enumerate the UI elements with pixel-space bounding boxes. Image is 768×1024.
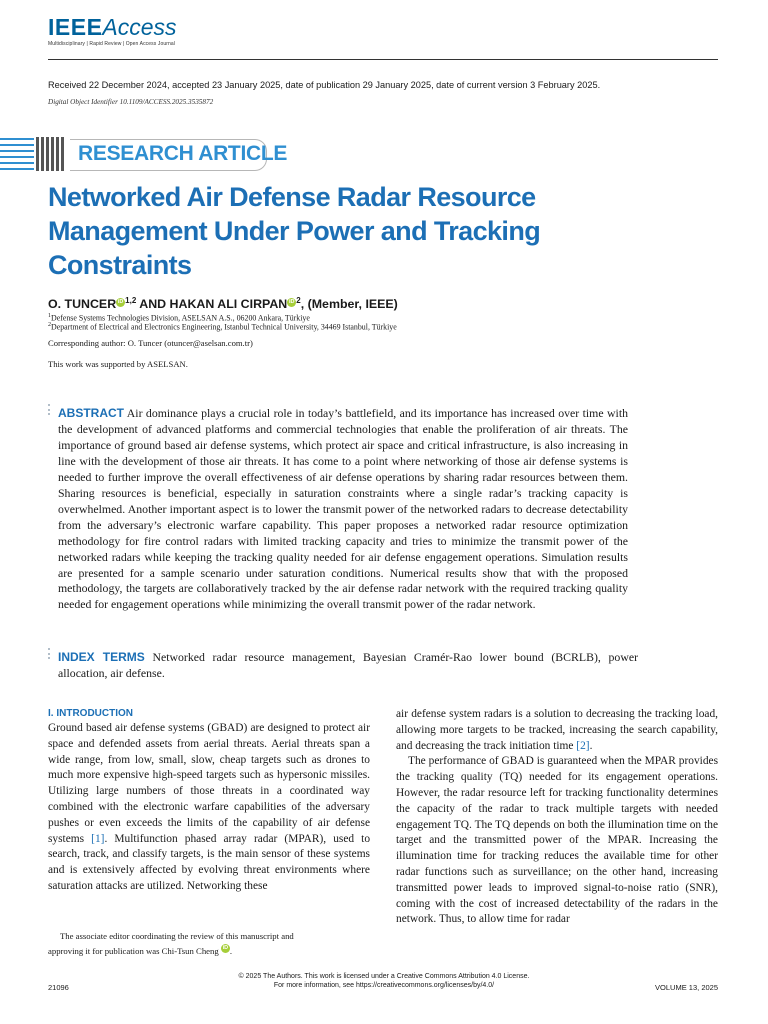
abstract-dots-icon (48, 404, 51, 418)
index-terms-dots-icon (48, 648, 51, 662)
orcid-icon[interactable]: iD (222, 945, 229, 952)
author-1: O. TUNCER (48, 297, 117, 312)
journal-name-access: Access (102, 14, 177, 40)
article-type: RESEARCH ARTICLE (78, 142, 288, 165)
paper-title: Networked Air Defense Radar Resource Management Under Power and Tracking Constraints (48, 182, 541, 280)
footnote-text: The associate editor coordinating the review of this manuscript and (60, 931, 294, 941)
affiliation-number: 2 (48, 322, 51, 328)
paragraph-text: air defense system radars is a solution to decreasing the tracking load, allowing more targets to be tracked, increasing the search capability, and decreasing the track initiation time (396, 708, 718, 752)
editor-footnote: The associate editor coordinating the review of this manuscript and approving it for publication was Chi-Tsun Cheng iD . (48, 929, 370, 959)
paragraph (48, 721, 370, 895)
author-2: AND HAKAN ALI CIRPAN (139, 297, 288, 312)
affiliation-text: Department of Electrical and Electronics Engineering, Istanbul Technical University, 34469 Istanbul, Türkiye (51, 322, 397, 332)
paragraph-text: Ground based air defense systems (GBAD) are designed to protect air space and defended assets from aerial threats. Aerial threats span a wide range, from low, small, slow, cheap targets such as drones to much more expensive high-speed targets such as hypersonic missiles. Utilizing large numbers of those threats in a coordinated way combined with the electronic warfare capabilities of the adversary pushes or even exceeds the limits of the capability of air defense systems (48, 722, 370, 845)
volume-label: VOLUME 13, 2025 (655, 983, 718, 992)
license-line: © 2025 The Authors. This work is licensed under a Creative Commons Attribution 4.0 License. (238, 973, 530, 980)
abstract-text: Air dominance plays a crucial role in today’s battlefield, and its importance has increased over time with the development of advanced platforms and commercial technologies that enable the proliferation of air threats. The importance of ground based air defense systems, which protect air space and critical infrastructure, is also increasing in line with the development of those air threats. It has come to a point where networking of those air defense systems is needed to further improve the overall effectiveness of air defense operations by sharing radar resources between them. Sharing resources is beneficial, especially in saturation constraints where a single radar’s tracking capacity is overwhelmed. Another important aspect is to lower the transmit power of the networked radars to decrease detectability from the adversary’s electronic warfare capability. This paper proposes a networked radar resource optimization methodology for fire control radars with limited tracking capacity and tries to minimize the transmit power of the networked radars while keeping the tracking quality needed for air defense engagement operations. Simulation results are presented for a sample scenario under saturation conditions. Numerical results show that with the proposed methodology, the targets are collaboratively tracked by the air defense radar network with the required tracking quality needed for engagement operations while minimizing the overall transmit power of the radar network. (58, 406, 628, 612)
right-column (396, 707, 718, 928)
index-terms-label: INDEX TERMS (58, 650, 145, 664)
author-2-affiliation: 2 (296, 296, 301, 305)
license-notice (184, 973, 584, 990)
index-terms-text: Networked radar resource management, Bayesian Cramér-Rao lower bound (BCRLB), power allocation, air defense. (58, 650, 639, 680)
affiliation-2 (48, 322, 718, 332)
index-terms (58, 649, 638, 681)
orcid-icon[interactable]: iD (117, 299, 124, 306)
journal-tagline: Multidisciplinary | Rapid Review | Open Access Journal (48, 41, 175, 47)
page-number: 21096 (48, 983, 69, 992)
affiliation-number: 1 (48, 313, 51, 319)
paragraph-text: . Multifunction phased array radar (MPAR), used to search, track, and classify targets, is the main sensor of these systems and is extensively affected by evolving threat environments where saturation attacks are utilized. Networking these (48, 832, 371, 892)
affiliation-text: Defense Systems Technologies Division, ASELSAN A.S., 06200 Ankara, Türkiye (51, 313, 310, 323)
journal-logo (48, 14, 348, 47)
abstract (58, 406, 628, 613)
header-rule (48, 59, 718, 60)
author-line (48, 296, 398, 311)
funding-statement: This work was supported by ASELSAN. (48, 359, 188, 369)
paragraph (396, 707, 718, 754)
journal-name-ieee: IEEE (48, 14, 103, 40)
author-1-affiliation: 1,2 (125, 296, 137, 305)
author-2-membership: , (Member, IEEE) (300, 297, 398, 312)
license-link[interactable]: For more information, see https://creativecommons.org/licenses/by/4.0/ (273, 981, 495, 989)
footnote-text: approving it for publication was Chi-Tsun Cheng (48, 946, 219, 957)
paragraph-text: . (589, 739, 593, 752)
left-column (48, 721, 370, 895)
section-heading: I. INTRODUCTION (48, 708, 133, 719)
received-dates: Received 22 December 2024, accepted 23 January 2025, date of publication 29 January 2025, date of current version 3 February 2025. (48, 80, 601, 90)
abstract-label: ABSTRACT (58, 406, 124, 420)
citation-link[interactable]: [1] (91, 832, 105, 845)
doi-line: Digital Object Identifier 10.1109/ACCESS.2025.3535872 (48, 98, 214, 106)
corresponding-author: Corresponding author: O. Tuncer (otuncer@aselsan.com.tr) (48, 338, 253, 348)
citation-link[interactable]: [2] (576, 739, 590, 752)
orcid-icon[interactable]: iD (289, 299, 295, 306)
banner-stripes-graphic (0, 135, 64, 173)
paragraph: The performance of GBAD is guaranteed when the MPAR provides the tracking quality (TQ) needed for its engagement operations. However, the radar resource left for tracking functionality determines the capacity of the radar to track multiple targets with needed engagement TQ. The TQ depends on both the illumination time on the target and the transmitted power of the MPAR. Increasing the illumination time for tracking reduces the available time for other radar functions such as surveillance; on the other hand, increasing transmitted power leads to improved signal-to-noise ratio (SNR), coming with the cost of increased detectability of the radars in the network. Thus, to allow time for radar (396, 755, 718, 926)
